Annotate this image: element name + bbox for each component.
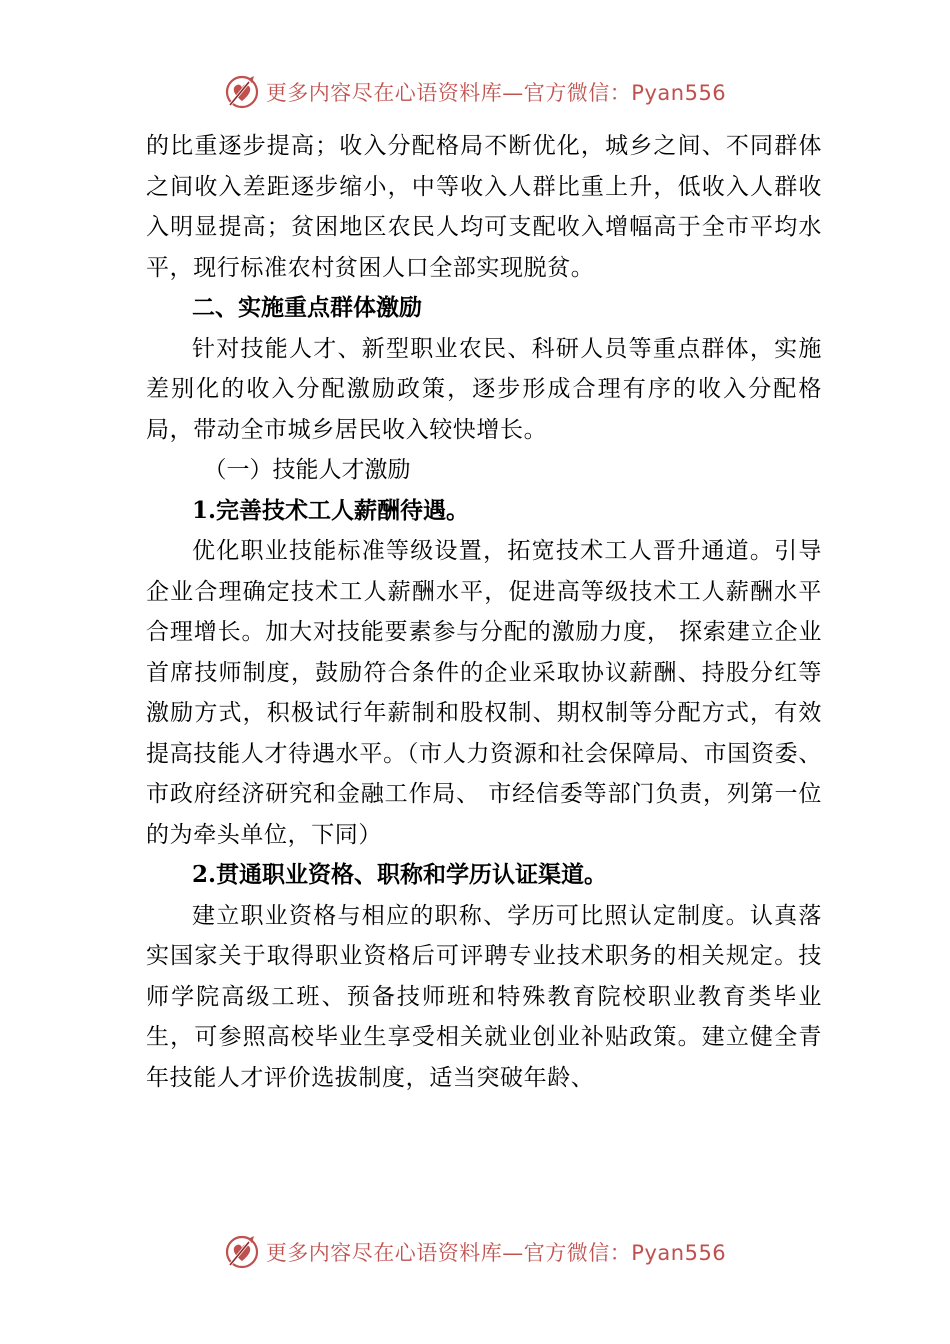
- paragraph-key-groups: 针对技能人才、新型职业农民、科研人员等重点群体，实施差别化的收入分配激励政策，逐步形成合理有序的收入分配格局，带动全市城乡居民收入较快增长。: [146, 335, 822, 443]
- watermark-text: 更多内容尽在心语资料库—官方微信：Pyan556: [265, 81, 727, 105]
- heart-pen-logo-icon: [224, 1234, 260, 1270]
- paragraph-skilled-workers-pay: 优化职业技能标准等级设置，拓宽技术工人晋升通道。引导企业合理确定技术工人薪酬水平，促进高等级技术工人薪酬水平合理增长。加大对技能要素参与分配的激励力度， 探索建立企业首席技师制度，鼓励符合条件的企业采取协议薪酬、持股分红等激励方式，积极试行年薪制和股权制、期权制等分配方式，有效提高技能人才待遇水平。（市人力资源和社会保障局、市国资委、市政府经济研究和金融工作局、 市经信委等部门负责，列第一位的为牵头单位，下同）: [146, 538, 822, 848]
- watermark-banner-bottom: [0, 1232, 950, 1272]
- item-heading-2: 2.贯通职业资格、职称和学历认证渠道。: [192, 861, 608, 888]
- subsection-heading: （一）技能人才激励: [203, 457, 411, 483]
- paragraph-certification-channels: 建立职业资格与相应的职称、学历可比照认定制度。认真落实国家关于取得职业资格后可评聘专业技术职务的相关规定。技师学院高级工班、预备技师班和特殊教育院校职业教育类毕业生，可参照高校毕业生享受相关就业创业补贴政策。建立健全青年技能人才评价选拔制度，适当突破年龄、: [146, 902, 822, 1091]
- item-heading-1: 1.完善技术工人薪酬待遇。: [192, 496, 470, 524]
- document-body: [146, 126, 822, 1098]
- section-heading: 二、实施重点群体激励: [192, 295, 422, 321]
- watermark-banner-top: [0, 72, 950, 112]
- watermark-text: 更多内容尽在心语资料库—官方微信：Pyan556: [265, 1241, 727, 1265]
- paragraph-income-distribution: 的比重逐步提高；收入分配格局不断优化，城乡之间、不同群体之间收入差距逐步缩小，中等收入人群比重上升，低收入人群收入明显提高；贫困地区农民人均可支配收入增幅高于全市平均水平，现行标准农村贫困人口全部实现脱贫。: [146, 133, 822, 281]
- heart-pen-logo-icon: [224, 74, 260, 110]
